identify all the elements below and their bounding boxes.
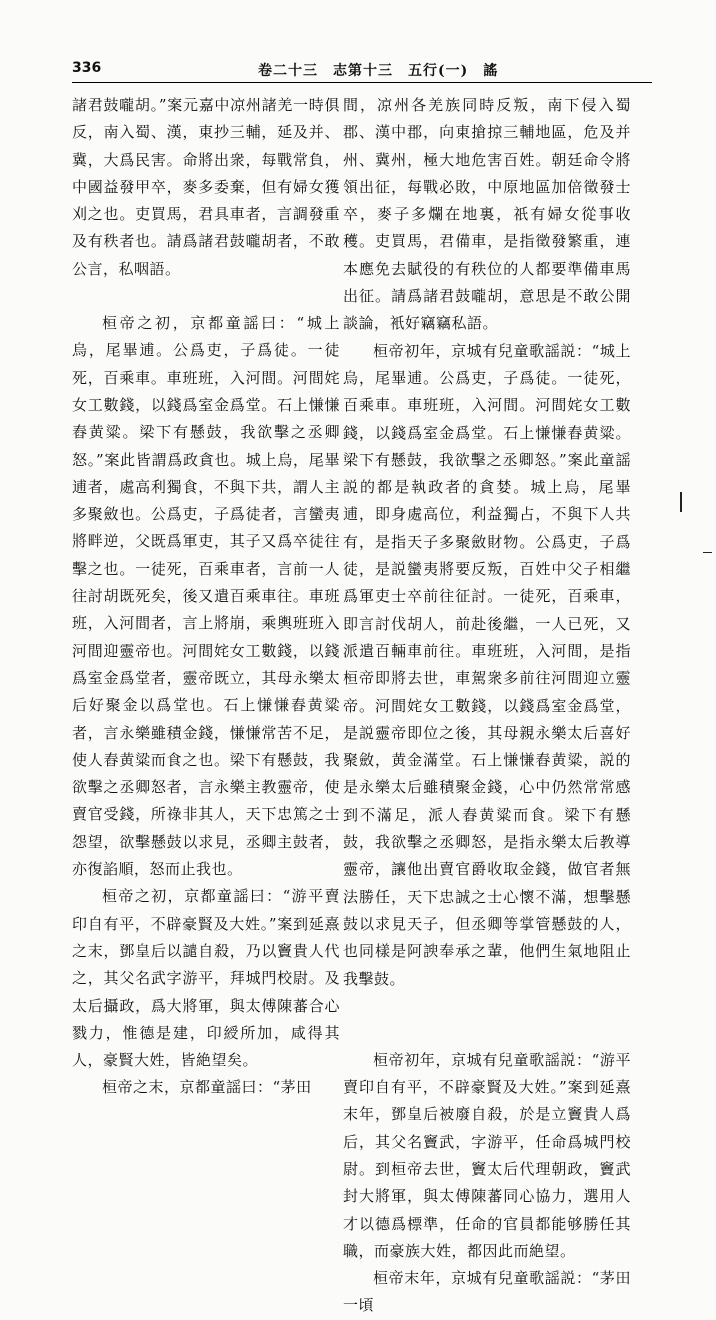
paragraph: 桓帝初年，京城有兒童歌謡説：“游平賣印自有平，不辟豪賢及大姓。”案到延熹末年，鄧皇后被廢自殺，於是立竇貴人爲后，其父名竇武，字游平，任命爲城門校尉。到桓帝去世，竇太后代理朝政，竇武封大將軍，與太傅陳蕃同心協力，選用人才以德爲標準，任命的官員都能够勝任其職，而豪族大姓，都因此而絶望。 — [343, 1050, 631, 1260]
paragraph: 桓帝之末，京都童謡曰：“茅田 — [102, 1078, 312, 1097]
paragraph: 桓帝初年，京城有兒童歌謡説：“城上烏，尾畢逋。公爲吏，子爲徒。一徒死，百乘車。車班班，入河間。河間姹女工數錢，以錢爲室金爲堂。石上慊慊舂黄粱。梁下有懸鼓，我欲擊之丞卿怒。”案此童謡説的都是執政者的貪婪。城上烏，尾畢逋，即身處高位，利益獨占，不與下人共有，是指天子多聚斂財物。公爲吏，子爲徒，是説蠻夷將要反叛，百姓中父子相繼爲軍吏士卒前往征討。一徒死，百乘車，即言討伐胡人，前赴後繼，一人已死，又派遣百輛車前往。車班班，入河間，是指桓帝即將去世，車駕衆多前往河間迎立靈帝。河間姹女工數錢，以錢爲室金爲堂，是説靈帝即位之後，其母親永樂太后喜好聚斂，黄金滿堂。石上慊慊舂黄粱，説的是永樂太后雖積聚金錢，心中仍然常常感到不滿足，派人舂黄粱而食。梁下有懸鼓，我欲擊之丞卿怒，是指永樂太后教導靈帝，讓他出賣官爵收取金錢，做官者無法勝任，天下忠誠之士心懷不滿，想擊懸鼓以求見天子，但丞卿等掌管懸鼓的人，也同樣是阿諛奉承之輩，他們生氣地阻止我擊鼓。 — [343, 341, 631, 988]
paragraph-spacer — [72, 283, 340, 310]
page-header — [72, 60, 652, 80]
paragraph: 桓帝末年，京城有兒童歌謡説：“茅田一頃 — [343, 1269, 631, 1315]
translation-column — [343, 92, 631, 1320]
header-rule — [72, 82, 652, 83]
paragraph: 間，凉州各羌族同時反叛，南下侵入蜀郡、漢中郡，向東搶掠三輔地區，危及并州、冀州，極大地危害百姓。朝廷命令將領出征，每戰必敗，中原地區加倍徵發士卒，麥子多爛在地裏，祇有婦女從事收穫。吏買馬，君備車，是指徵發繁重，連本應免去賦役的有秩位的人都要準備車馬出征。請爲諸君鼓嚨胡，意思是不敢公開談論，衹好竊竊私語。 — [343, 96, 631, 333]
scan-margin-mark — [680, 492, 682, 512]
paragraph-spacer — [343, 993, 631, 1047]
paragraph: 諸君鼓嚨胡。”案元嘉中凉州諸羌一時俱反，南入蜀、漢，東抄三輔，延及并、冀，大爲民害。命將出衆，每戰常負，中國益發甲卒，麥多委棄，但有婦女獲刈之也。吏買馬，君具車者，言調發重及有秩者也。請爲諸君鼓嚨胡者，不敢公言，私咽語。 — [72, 96, 340, 278]
scan-margin-mark — [703, 552, 712, 553]
page-number: 336 — [72, 60, 102, 76]
classical-text-column — [72, 92, 340, 1102]
running-head: 卷二十三 志第十三 五行(一) 謠 — [258, 63, 499, 79]
paragraph: 桓帝之初，京都童謡曰：“城上烏，尾畢逋。公爲吏，子爲徒。一徒死，百乘車。車班班，入河間。河間姹女工數錢，以錢爲室金爲堂。石上慊慊舂黄粱。梁下有懸鼓，我欲擊之丞卿怒。”案此皆謂爲政貪也。城上烏，尾畢逋者，處高利獨食，不與下共，謂人主多聚斂也。公爲吏，子爲徒者，言蠻夷將畔逆，父既爲軍吏，其子又爲卒徒往擊之也。一徒死，百乘車者，言前一人往討胡既死矣，後又遣百乘車往。車班班，入河間者，言上將崩，乘輿班班入河間迎靈帝也。河間姹女工數錢，以錢爲室金爲堂者，靈帝既立，其母永樂太后好聚金以爲堂也。石上慊慊舂黄粱者，言永樂雖積金錢，慊慊常苦不足，使人舂黄粱而食之也。梁下有懸鼓，我欲擊之丞卿怒者，言永樂主教靈帝，使賣官受錢，所祿非其人，天下忠篤之士怨望，欲擊懸鼓以求見，丞卿主鼓者，亦復諂順，怒而止我也。 — [72, 314, 340, 879]
paragraph: 桓帝之初，京都童謡曰：“游平賣印自有平，不辟豪賢及大姓。”案到延熹之末，鄧皇后以譴自殺，乃以竇貴人代之，其父名武字游平，拜城門校尉。及太后攝政，爲大將軍，與太傅陳蕃合心戮力，惟德是建，印綬所加，咸得其人，豪賢大姓，皆絶望矣。 — [72, 887, 340, 1070]
